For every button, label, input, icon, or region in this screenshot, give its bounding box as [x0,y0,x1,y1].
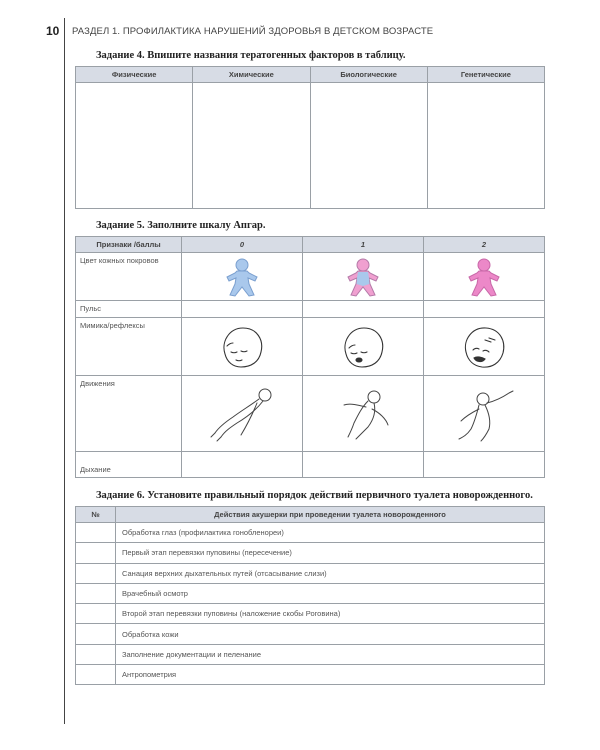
order-cell[interactable] [76,665,116,685]
answer-cell[interactable] [424,301,545,318]
column-header: 0 [182,237,303,253]
table-row [76,543,545,563]
column-header: Генетические [427,67,544,83]
answer-cell[interactable] [424,452,545,478]
column-header: 1 [303,237,424,253]
action-cell: Второй этап перевязки пуповины (наложение скобы Роговина) [116,604,545,624]
column-header: Биологические [310,67,427,83]
column-header: Признаки /баллы [76,237,182,253]
action-cell: Обработка кожи [116,624,545,644]
table-row [76,83,545,209]
answer-cell[interactable] [182,452,303,478]
row-label: Мимика/рефлексы [76,318,182,376]
action-cell: Заполнение документации и пеленание [116,644,545,664]
teratogenic-factors-table [75,66,545,209]
table-row [76,563,545,583]
table-row [76,665,545,685]
table-row [76,376,545,452]
answer-cell[interactable] [193,83,310,209]
answer-cell[interactable] [303,301,424,318]
baby-face-calm-icon [217,324,267,370]
answer-cell[interactable] [303,452,424,478]
task4-title: Задание 4. Впишите названия тератогенных факторов в таблицу. [96,50,406,61]
table-header-row [76,507,545,523]
page-number: 10 [46,24,60,38]
table-row [76,452,545,478]
table-header-row [76,237,545,253]
row-label: Дыхание [76,452,182,478]
column-header: Химические [193,67,310,83]
answer-cell[interactable] [427,83,544,209]
task5-title: Задание 5. Заполните шкалу Апгар. [96,220,266,231]
baby-face-grimace-icon [338,324,388,370]
action-cell: Первый этап перевязки пуповины (пересечение) [116,543,545,563]
table-row [76,624,545,644]
table-row [76,523,545,543]
order-cell[interactable] [76,644,116,664]
row-label: Пульс [76,301,182,318]
task6-title: Задание 6. Установите правильный порядок действий первичного туалета новорожденного. [96,490,533,501]
baby-active-movement-icon [449,385,519,443]
column-header: Физические [76,67,193,83]
order-cell[interactable] [76,563,116,583]
row-label: Движения [76,376,182,452]
margin-rule [64,18,65,724]
newborn-toilet-table [75,506,545,685]
table-row [76,318,545,376]
action-cell: Санация верхних дыхательных путей (отсасывание слизи) [116,563,545,583]
order-cell[interactable] [76,624,116,644]
baby-silhouette-mixed-icon [345,257,381,297]
section-header: РАЗДЕЛ 1. ПРОФИЛАКТИКА НАРУШЕНИЙ ЗДОРОВЬЯ В ДЕТСКОМ ВОЗРАСТЕ [72,26,434,37]
action-cell: Врачебный осмотр [116,583,545,603]
row-label: Цвет кожных покровов [76,253,182,301]
baby-silhouette-blue-icon [224,257,260,297]
table-row [76,583,545,603]
baby-some-flexion-icon [328,385,398,443]
table-row [76,253,545,301]
table-header-row [76,67,545,83]
order-cell[interactable] [76,583,116,603]
action-cell: Обработка глаз (профилактика гонобленореи) [116,523,545,543]
table-row [76,301,545,318]
answer-cell[interactable] [182,301,303,318]
baby-limp-icon [207,385,277,443]
action-cell: Антропометрия [116,665,545,685]
table-row [76,604,545,624]
baby-face-crying-icon [459,324,509,370]
answer-cell[interactable] [310,83,427,209]
column-header: Действия акушерки при проведении туалета новорожденного [116,507,545,523]
order-cell[interactable] [76,543,116,563]
apgar-table [75,236,545,478]
table-row [76,644,545,664]
column-header: № [76,507,116,523]
answer-cell[interactable] [76,83,193,209]
baby-silhouette-pink-icon [466,257,502,297]
column-header: 2 [424,237,545,253]
order-cell[interactable] [76,604,116,624]
order-cell[interactable] [76,523,116,543]
